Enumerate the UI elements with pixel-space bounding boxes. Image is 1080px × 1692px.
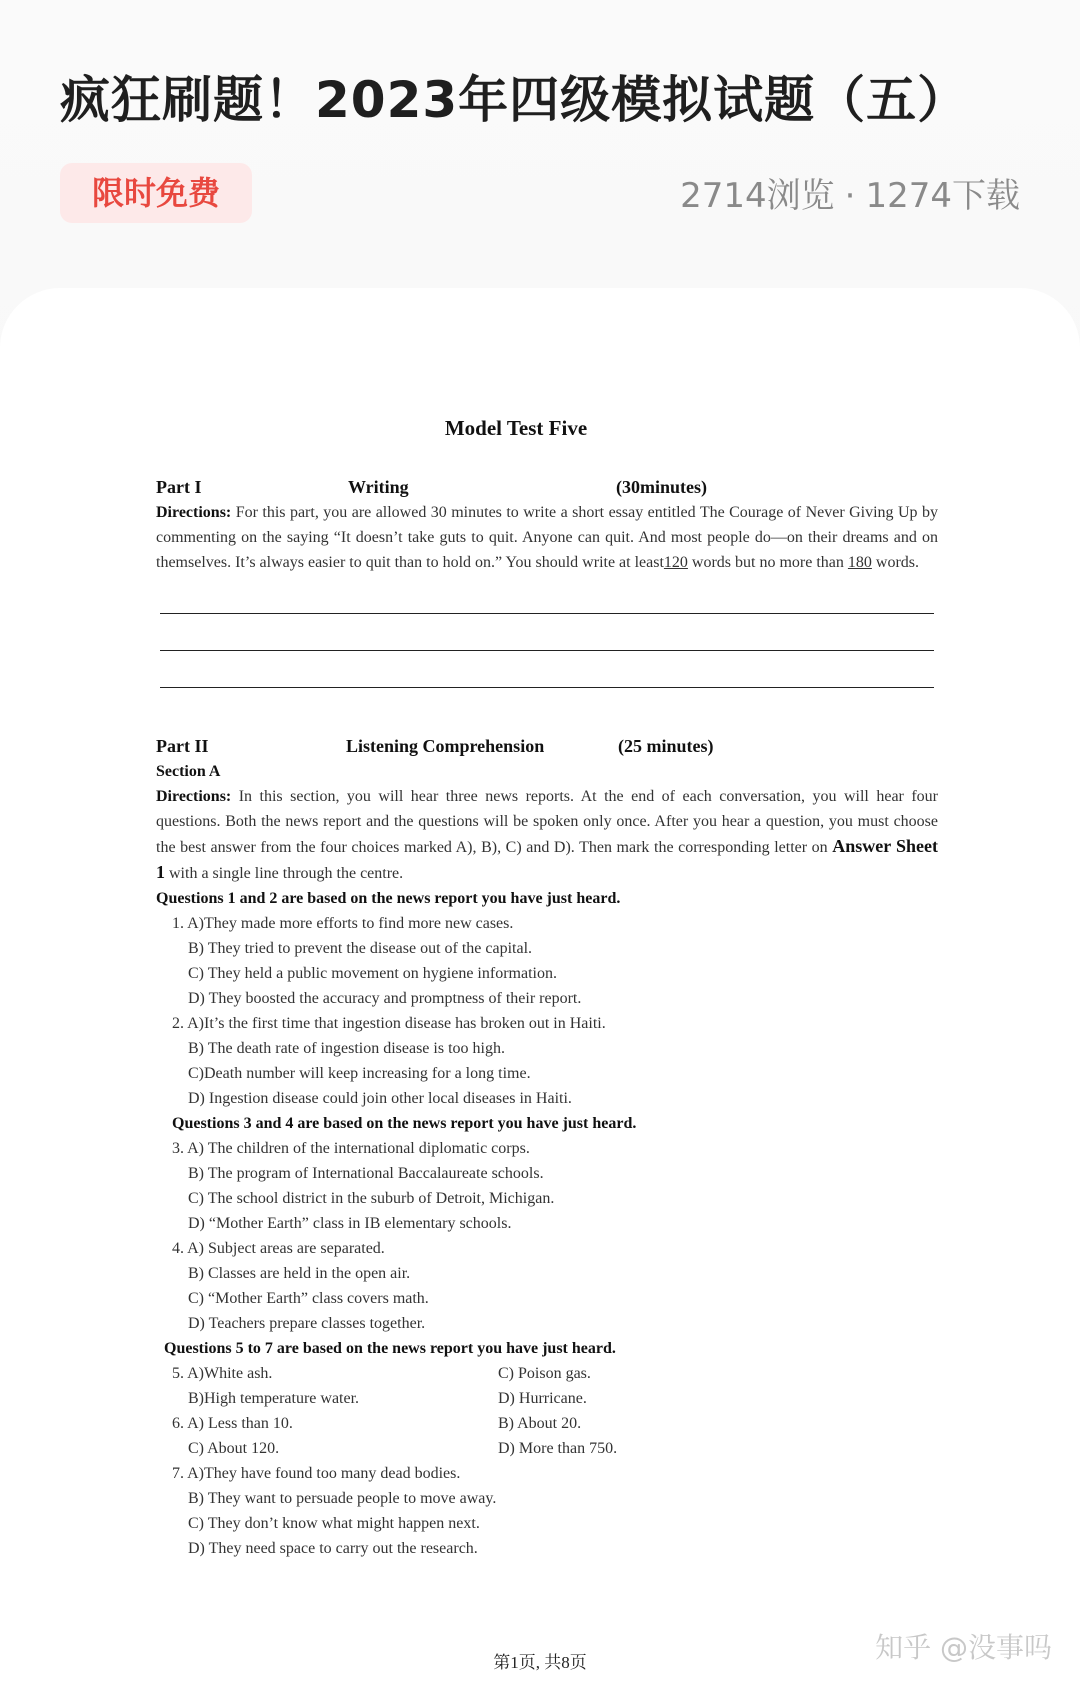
question-stem: 6. A) Less than 10. <box>172 1415 293 1432</box>
question-stem: 3. A) The children of the international diplomatic corps. <box>172 1140 530 1157</box>
question-option: B) About 20. <box>498 1415 582 1432</box>
part1-heading <box>156 475 938 500</box>
question-stem: 2. A)It’s the first time that ingestion disease has broken out in Haiti. <box>172 1015 606 1032</box>
question-stem: 7. A)They have found too many dead bodies. <box>172 1465 461 1482</box>
directions-label: Directions: <box>156 788 232 805</box>
stats-separator: · <box>844 176 856 216</box>
question-option: D) Teachers prepare classes together. <box>188 1315 426 1332</box>
free-badge[interactable]: 限时免费 <box>60 163 252 223</box>
question-option: C) The school district in the suburb of Detroit, Michigan. <box>188 1190 555 1207</box>
part2-name: Listening Comprehension <box>346 736 545 756</box>
stats <box>680 168 1020 217</box>
question-row <box>156 1436 938 1461</box>
part2-label: Part II <box>156 736 209 756</box>
directions-text: For this part, you are allowed 30 minutes to write a short essay entitled The Courage of Never Giving Up by commenting on the saying “It doesn’t take guts to quit. Anyone can quit. And most people do—on their dreams and on themselves. It’s always easier to quit than to hold on.” You should write at least <box>156 504 938 571</box>
question-group-heading: Questions 5 to 7 are based on the news report you have just heard. <box>164 1340 616 1357</box>
question-row <box>156 1386 938 1411</box>
directions-text: words. <box>871 554 920 571</box>
part1-time: (30minutes) <box>616 477 707 497</box>
question-option: D) They boosted the accuracy and promptness of their report. <box>188 990 582 1007</box>
document-page <box>156 416 938 1561</box>
question-option: D) Hurricane. <box>498 1390 587 1407</box>
question-option: C)Death number will keep increasing for a long time. <box>188 1065 531 1082</box>
download-count: 1274下载 <box>865 176 1020 216</box>
question-stem: 5. A)White ash. <box>172 1365 273 1382</box>
directions-label: Directions: <box>156 504 232 521</box>
directions-text: words but no more than <box>687 554 848 571</box>
answer-sheet: Answer Sheet 1 <box>156 836 939 882</box>
min-words: 120 <box>663 554 688 571</box>
part2-heading <box>156 734 938 759</box>
document-card[interactable] <box>0 288 1080 1692</box>
directions-text: with a single line through the centre. <box>165 865 404 882</box>
question-option: B) Classes are held in the open air. <box>188 1265 411 1282</box>
question-option: D) Ingestion disease could join other local diseases in Haiti. <box>188 1090 572 1107</box>
question-option: B) They want to persuade people to move away. <box>188 1490 497 1507</box>
question-option: C) They held a public movement on hygiene information. <box>188 965 557 982</box>
part2-directions <box>156 784 938 886</box>
part2-time: (25 minutes) <box>618 736 714 756</box>
question-option: C) “Mother Earth” class covers math. <box>188 1290 429 1307</box>
page-indicator: 第1页, 共8页 <box>493 1653 587 1672</box>
part1-label: Part I <box>156 477 202 497</box>
question-option: D) “Mother Earth” class in IB elementary schools. <box>188 1215 512 1232</box>
question-stem: 4. A) Subject areas are separated. <box>172 1240 385 1257</box>
question-option: B)High temperature water. <box>188 1390 360 1407</box>
section-a: Section A <box>156 763 221 780</box>
question-group-heading: Questions 1 and 2 are based on the news report you have just heard. <box>156 890 621 907</box>
doc-title: Model Test Five <box>444 416 588 440</box>
question-row <box>156 1361 938 1386</box>
question-option: D) They need space to carry out the research. <box>188 1540 478 1557</box>
max-words: 180 <box>847 554 872 571</box>
question-group-heading: Questions 3 and 4 are based on the news report you have just heard. <box>172 1115 637 1132</box>
question-option: B) The program of International Baccalaureate schools. <box>188 1165 544 1182</box>
zhihu-watermark: 知乎 @没事吗 <box>875 1631 1052 1664</box>
question-stem: 1. A)They made more efforts to find more new cases. <box>172 915 514 932</box>
directions-text: In this section, you will hear three news reports. At the end of each conversation, you will hear four questions. Both the news report and the questions will be spoken only once. After you hear a question, you must choose the best answer from the four choices marked A), B), C) and D). Then mark the corresponding letter on <box>156 788 938 856</box>
page-title: 疯狂刷题！2023年四级模拟试题（五） <box>60 71 969 129</box>
question-option: B) They tried to prevent the disease out of the capital. <box>188 940 533 957</box>
view-count: 2714浏览 <box>680 176 835 216</box>
question-option: C) They don’t know what might happen next. <box>188 1515 480 1532</box>
part1-directions <box>156 500 938 575</box>
part1-name: Writing <box>348 477 409 497</box>
question-row <box>156 1411 938 1436</box>
question-option: C) Poison gas. <box>498 1365 591 1382</box>
question-option: B) The death rate of ingestion disease is too high. <box>188 1040 505 1057</box>
question-option: C) About 120. <box>188 1440 280 1457</box>
question-option: D) More than 750. <box>498 1440 618 1457</box>
